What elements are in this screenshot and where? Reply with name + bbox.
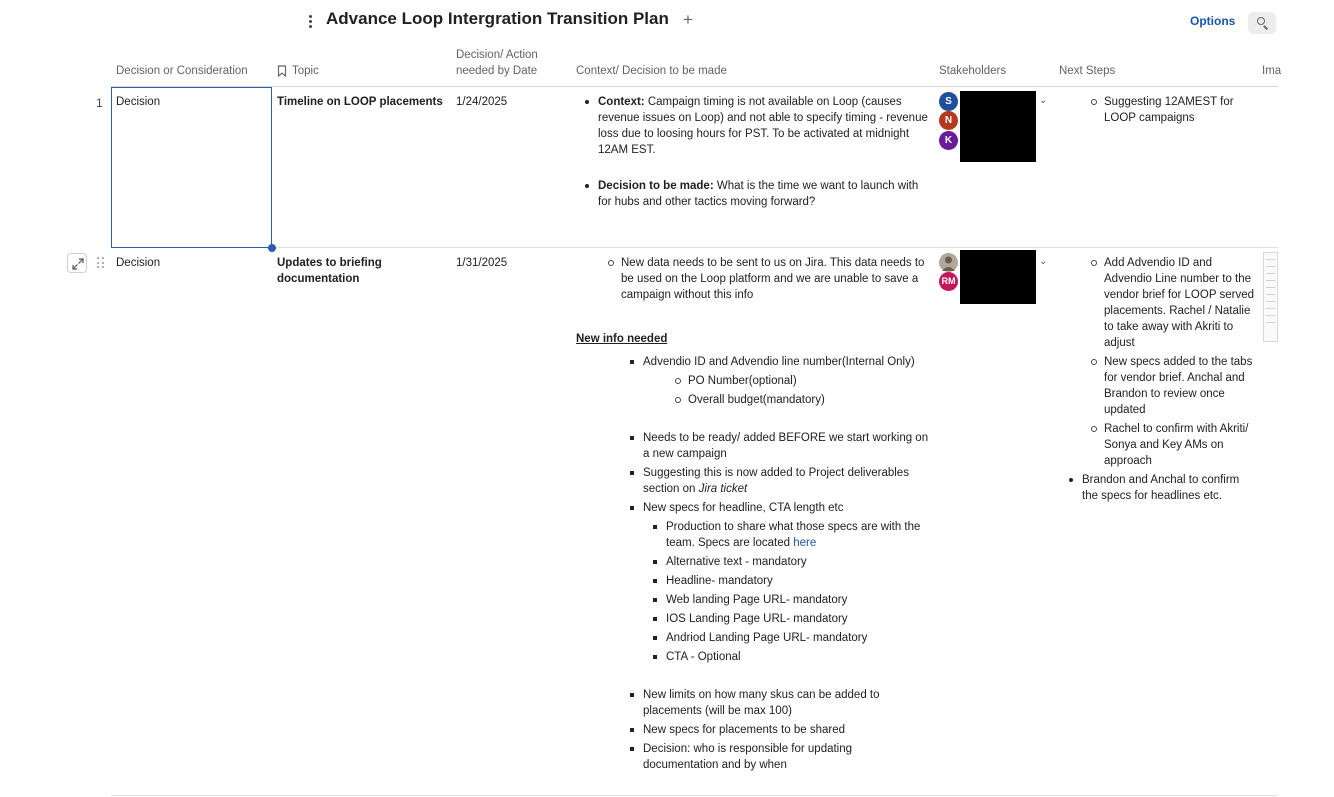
decision-cell[interactable]: Decision [116, 257, 161, 269]
list-item: Add Advendio ID and Advendio Line number to the vendor brief for LOOP served placements. Rachel / Natalie to take away with Akriti to adjust [1104, 257, 1254, 349]
list-item: New specs added to the tabs for vendor brief. Anchal and Brandon to review once updated [1104, 356, 1253, 416]
topic-header-label: Topic [292, 65, 319, 77]
column-header-date[interactable]: Decision/ Action needed by Date [456, 49, 538, 77]
redacted-block [960, 91, 1036, 162]
column-header-image[interactable]: Ima [1262, 65, 1282, 77]
context-cell[interactable] [576, 255, 931, 773]
list-item: PO Number(optional) [688, 373, 931, 389]
person-icon [939, 253, 958, 272]
list-item [643, 465, 933, 497]
column-header-decision[interactable]: Decision or Consideration [116, 65, 248, 77]
expand-icon [68, 254, 88, 274]
topic-cell[interactable]: Updates to briefing documentation [277, 257, 382, 285]
jira-ticket-text: Jira ticket [698, 483, 748, 495]
search-button[interactable] [1248, 12, 1276, 34]
avatar[interactable]: S [939, 92, 958, 111]
expand-row-button[interactable] [67, 253, 87, 273]
list-item: Andriod Landing Page URL- mandatory [666, 630, 934, 646]
more-options-icon[interactable] [302, 12, 318, 30]
row-divider [111, 247, 1278, 248]
date-cell[interactable]: 1/24/2025 [456, 96, 508, 108]
image-thumbnail[interactable] [1263, 252, 1278, 342]
list-item [598, 178, 928, 210]
list-item [666, 519, 934, 551]
topic-cell[interactable]: Timeline on LOOP placements [277, 96, 443, 108]
list-item: CTA - Optional [666, 649, 934, 665]
add-view-icon[interactable]: + [683, 10, 693, 29]
list-item: New data needs to be sent to us on Jira. This data needs to be used on the Loop platform and we are unable to save a campaign without this info [621, 255, 931, 303]
production-text: Production to share what those specs are with the team. Specs are located [666, 521, 921, 549]
list-item: New specs for placements to be shared [643, 722, 903, 738]
next-steps-cell[interactable] [1059, 255, 1259, 504]
list-item: New specs for headline, CTA length etc [643, 500, 933, 516]
specs-link[interactable]: here [793, 537, 817, 549]
chevron-down-icon[interactable]: ⌄ [1039, 256, 1048, 267]
column-header-context[interactable]: Context/ Decision to be made [576, 65, 727, 77]
context-cell[interactable] [598, 94, 928, 210]
decision-label: Decision to be made: [598, 180, 714, 192]
column-header-topic[interactable] [277, 44, 447, 86]
decision-table [111, 44, 1282, 797]
list-item: Web landing Page URL- mandatory [666, 592, 934, 608]
context-text: Campaign timing is not available on Loop (causes revenue issues on Loop) and not able to specify timing - revenue loss due to loosing hours for PST. To be activated at midnight 12AM EST. [598, 96, 928, 156]
doc-header [0, 0, 1334, 44]
redacted-block [960, 250, 1036, 304]
avatar[interactable]: K [939, 131, 958, 150]
list-item: Headline- mandatory [666, 573, 934, 589]
avatar[interactable]: N [939, 111, 958, 130]
list-item: Needs to be ready/ added BEFORE we start working on a new campaign [643, 430, 933, 462]
list-item: Brandon and Anchal to confirm the specs for headlines etc. [1082, 472, 1252, 504]
list-item: Alternative text - mandatory [666, 554, 934, 570]
drag-handle-icon[interactable] [97, 257, 105, 269]
column-header-stakeholders[interactable]: Stakeholders [939, 65, 1007, 77]
decision-cell[interactable]: Decision [116, 96, 161, 108]
context-label: Context: [598, 96, 645, 108]
chevron-down-icon[interactable]: ⌄ [1039, 95, 1048, 106]
avatar-photo[interactable] [939, 253, 958, 272]
header-divider [111, 86, 1278, 87]
list-item: IOS Landing Page URL- mandatory [666, 611, 934, 627]
row-number: 1 [96, 96, 103, 110]
decision-text: What is the time we want to launch with for hubs and other tactics moving forward? [598, 180, 919, 208]
list-item: Advendio ID and Advendio line number(Internal Only) [643, 354, 931, 370]
avatar[interactable]: RM [939, 272, 958, 291]
column-header-next-steps[interactable]: Next Steps [1059, 65, 1116, 77]
list-item: Suggesting 12AMEST for LOOP campaigns [1104, 94, 1254, 126]
row-divider [111, 795, 1278, 796]
list-item: Rachel to confirm with Akriti/ Sonya and Key AMs on approach [1104, 421, 1254, 469]
search-icon [1257, 17, 1265, 25]
list-item: New limits on how many skus can be added to placements (will be max 100) [643, 687, 903, 719]
suggesting-text: Suggesting this is now added to Project deliverables section on [643, 467, 909, 495]
fill-handle[interactable] [268, 244, 276, 252]
new-info-heading: New info needed [576, 333, 668, 345]
list-item: Decision: who is responsible for updating documentation and by when [643, 741, 903, 773]
page-title: Advance Loop Intergration Transition Plan [326, 9, 669, 28]
list-item: Overall budget(mandatory) [688, 392, 931, 408]
next-steps-cell[interactable] [1104, 94, 1254, 126]
options-button[interactable]: Options [1190, 14, 1236, 28]
date-cell[interactable]: 1/31/2025 [456, 257, 508, 269]
bookmark-icon [277, 65, 287, 77]
list-item [598, 94, 928, 158]
